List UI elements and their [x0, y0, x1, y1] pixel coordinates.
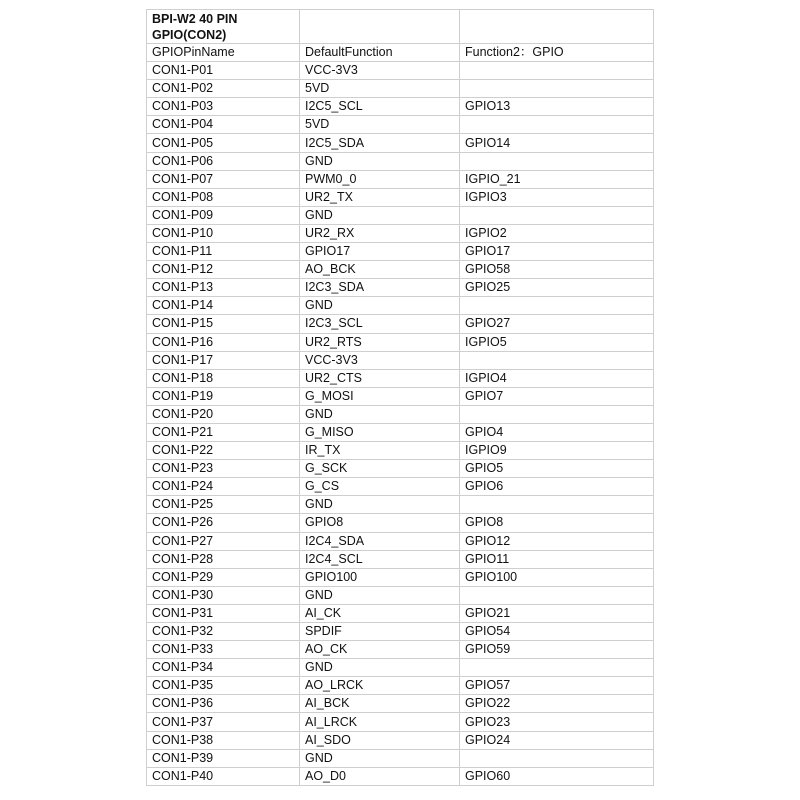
pin-name-cell: CON1-P22 — [147, 442, 300, 460]
table-row — [147, 405, 654, 423]
table-row — [147, 514, 654, 532]
gpio-function-cell: GPIO60 — [460, 767, 654, 785]
pin-name-cell: CON1-P06 — [147, 152, 300, 170]
default-function-cell: PWM0_0 — [300, 170, 460, 188]
pin-name-cell: CON1-P03 — [147, 98, 300, 116]
default-function-cell: GND — [300, 405, 460, 423]
gpio-function-cell: GPIO58 — [460, 261, 654, 279]
pin-name-cell: CON1-P32 — [147, 623, 300, 641]
table-row — [147, 478, 654, 496]
default-function-cell: GND — [300, 206, 460, 224]
gpio-function-cell — [460, 659, 654, 677]
pin-name-cell: CON1-P08 — [147, 188, 300, 206]
pin-name-cell: CON1-P14 — [147, 297, 300, 315]
default-function-cell: GPIO8 — [300, 514, 460, 532]
table-row — [147, 586, 654, 604]
pin-name-cell: CON1-P11 — [147, 243, 300, 261]
pin-name-cell: CON1-P16 — [147, 333, 300, 351]
table-row — [147, 442, 654, 460]
pin-name-cell: CON1-P05 — [147, 134, 300, 152]
table-row — [147, 206, 654, 224]
default-function-cell: GND — [300, 297, 460, 315]
table-row — [147, 369, 654, 387]
default-function-cell: I2C3_SCL — [300, 315, 460, 333]
table-row — [147, 767, 654, 785]
pin-name-cell: CON1-P10 — [147, 224, 300, 242]
default-function-cell: GND — [300, 496, 460, 514]
default-function-cell: VCC-3V3 — [300, 62, 460, 80]
pin-name-cell: CON1-P24 — [147, 478, 300, 496]
table-row — [147, 351, 654, 369]
table-row — [147, 604, 654, 622]
gpio-function-cell: GPIO4 — [460, 423, 654, 441]
table-row — [147, 550, 654, 568]
gpio-function-cell: IGPIO3 — [460, 188, 654, 206]
header-row — [147, 44, 654, 62]
table-row — [147, 460, 654, 478]
table-row — [147, 568, 654, 586]
gpio-function-cell — [460, 496, 654, 514]
table-row — [147, 532, 654, 550]
table-row — [147, 659, 654, 677]
pin-name-cell: CON1-P21 — [147, 423, 300, 441]
table-row — [147, 695, 654, 713]
column-header-function2-gpio: Function2：GPIO — [460, 44, 654, 62]
pin-name-cell: CON1-P39 — [147, 749, 300, 767]
gpio-function-cell: GPIO57 — [460, 677, 654, 695]
default-function-cell: I2C4_SDA — [300, 532, 460, 550]
gpio-function-cell — [460, 152, 654, 170]
default-function-cell: GPIO17 — [300, 243, 460, 261]
gpio-function-cell: GPIO100 — [460, 568, 654, 586]
table-row — [147, 261, 654, 279]
pin-name-cell: CON1-P18 — [147, 369, 300, 387]
default-function-cell: AI_CK — [300, 604, 460, 622]
pin-name-cell: CON1-P25 — [147, 496, 300, 514]
pin-name-cell: CON1-P38 — [147, 731, 300, 749]
gpio-function-cell — [460, 586, 654, 604]
default-function-cell: UR2_TX — [300, 188, 460, 206]
gpio-function-cell: GPIO7 — [460, 387, 654, 405]
title-row — [147, 10, 654, 44]
default-function-cell: AO_D0 — [300, 767, 460, 785]
pin-name-cell: CON1-P27 — [147, 532, 300, 550]
gpio-function-cell: GPIO14 — [460, 134, 654, 152]
pin-name-cell: CON1-P20 — [147, 405, 300, 423]
table-row — [147, 315, 654, 333]
gpio-pin-table-body — [147, 10, 654, 786]
table-row — [147, 243, 654, 261]
default-function-cell: GND — [300, 749, 460, 767]
table-row — [147, 713, 654, 731]
pin-name-cell: CON1-P09 — [147, 206, 300, 224]
pin-name-cell: CON1-P02 — [147, 80, 300, 98]
gpio-function-cell — [460, 62, 654, 80]
default-function-cell: UR2_RX — [300, 224, 460, 242]
table-row — [147, 641, 654, 659]
pin-name-cell: CON1-P01 — [147, 62, 300, 80]
gpio-function-cell: GPIO21 — [460, 604, 654, 622]
default-function-cell: AO_LRCK — [300, 677, 460, 695]
gpio-function-cell: IGPIO_21 — [460, 170, 654, 188]
table-title-cell — [147, 10, 300, 44]
gpio-function-cell: GPIO8 — [460, 514, 654, 532]
title-row-empty-cell — [460, 10, 654, 44]
gpio-function-cell: GPIO27 — [460, 315, 654, 333]
default-function-cell: IR_TX — [300, 442, 460, 460]
gpio-function-cell: IGPIO2 — [460, 224, 654, 242]
gpio-function-cell — [460, 297, 654, 315]
gpio-function-cell — [460, 749, 654, 767]
table-row — [147, 297, 654, 315]
gpio-function-cell: GPIO59 — [460, 641, 654, 659]
table-row — [147, 731, 654, 749]
default-function-cell: G_CS — [300, 478, 460, 496]
pin-name-cell: CON1-P37 — [147, 713, 300, 731]
pin-name-cell: CON1-P35 — [147, 677, 300, 695]
gpio-function-cell: GPIO13 — [460, 98, 654, 116]
table-row — [147, 279, 654, 297]
gpio-function-cell: GPIO5 — [460, 460, 654, 478]
table-row — [147, 333, 654, 351]
table-row — [147, 677, 654, 695]
default-function-cell: GND — [300, 659, 460, 677]
gpio-function-cell — [460, 80, 654, 98]
gpio-function-cell — [460, 206, 654, 224]
table-row — [147, 224, 654, 242]
table-row — [147, 423, 654, 441]
default-function-cell: G_SCK — [300, 460, 460, 478]
gpio-function-cell: IGPIO4 — [460, 369, 654, 387]
gpio-pin-table — [146, 9, 654, 786]
default-function-cell: AI_BCK — [300, 695, 460, 713]
gpio-function-cell: GPIO25 — [460, 279, 654, 297]
default-function-cell: I2C4_SCL — [300, 550, 460, 568]
table-row — [147, 134, 654, 152]
default-function-cell: UR2_CTS — [300, 369, 460, 387]
gpio-function-cell — [460, 351, 654, 369]
pin-name-cell: CON1-P12 — [147, 261, 300, 279]
pin-name-cell: CON1-P23 — [147, 460, 300, 478]
gpio-function-cell: GPIO17 — [460, 243, 654, 261]
gpio-function-cell: GPIO54 — [460, 623, 654, 641]
default-function-cell: 5VD — [300, 116, 460, 134]
pin-name-cell: CON1-P29 — [147, 568, 300, 586]
table-row — [147, 170, 654, 188]
table-row — [147, 496, 654, 514]
default-function-cell: UR2_RTS — [300, 333, 460, 351]
default-function-cell: GND — [300, 586, 460, 604]
table-row — [147, 749, 654, 767]
default-function-cell: G_MOSI — [300, 387, 460, 405]
default-function-cell: AI_LRCK — [300, 713, 460, 731]
gpio-function-cell: GPIO24 — [460, 731, 654, 749]
pin-name-cell: CON1-P30 — [147, 586, 300, 604]
gpio-function-cell: IGPIO9 — [460, 442, 654, 460]
pin-name-cell: CON1-P31 — [147, 604, 300, 622]
pin-name-cell: CON1-P15 — [147, 315, 300, 333]
default-function-cell: AO_BCK — [300, 261, 460, 279]
column-header-pin-name: GPIOPinName — [147, 44, 300, 62]
gpio-function-cell — [460, 405, 654, 423]
pin-name-cell: CON1-P36 — [147, 695, 300, 713]
table-row — [147, 623, 654, 641]
gpio-function-cell — [460, 116, 654, 134]
pin-name-cell: CON1-P13 — [147, 279, 300, 297]
default-function-cell: GND — [300, 152, 460, 170]
pin-name-cell: CON1-P17 — [147, 351, 300, 369]
pin-name-cell: CON1-P26 — [147, 514, 300, 532]
default-function-cell: I2C5_SCL — [300, 98, 460, 116]
gpio-function-cell: GPIO6 — [460, 478, 654, 496]
gpio-function-cell: GPIO23 — [460, 713, 654, 731]
table-row — [147, 387, 654, 405]
column-header-default-function: DefaultFunction — [300, 44, 460, 62]
pin-name-cell: CON1-P34 — [147, 659, 300, 677]
default-function-cell: G_MISO — [300, 423, 460, 441]
table-row — [147, 116, 654, 134]
table-row — [147, 98, 654, 116]
pin-name-cell: CON1-P33 — [147, 641, 300, 659]
pin-name-cell: CON1-P07 — [147, 170, 300, 188]
default-function-cell: GPIO100 — [300, 568, 460, 586]
pin-name-cell: CON1-P19 — [147, 387, 300, 405]
pin-name-cell: CON1-P40 — [147, 767, 300, 785]
default-function-cell: 5VD — [300, 80, 460, 98]
table-row — [147, 188, 654, 206]
gpio-function-cell: GPIO12 — [460, 532, 654, 550]
pin-name-cell: CON1-P28 — [147, 550, 300, 568]
table-title-line-1: BPI-W2 40 PIN — [152, 11, 238, 26]
table-row — [147, 80, 654, 98]
default-function-cell: I2C3_SDA — [300, 279, 460, 297]
gpio-function-cell: IGPIO5 — [460, 333, 654, 351]
gpio-function-cell: GPIO11 — [460, 550, 654, 568]
default-function-cell: VCC-3V3 — [300, 351, 460, 369]
default-function-cell: AI_SDO — [300, 731, 460, 749]
default-function-cell: SPDIF — [300, 623, 460, 641]
table-row — [147, 152, 654, 170]
default-function-cell: I2C5_SDA — [300, 134, 460, 152]
default-function-cell: AO_CK — [300, 641, 460, 659]
table-title-line-2: GPIO(CON2) — [152, 27, 227, 42]
table-row — [147, 62, 654, 80]
title-row-empty-cell — [300, 10, 460, 44]
gpio-function-cell: GPIO22 — [460, 695, 654, 713]
pin-name-cell: CON1-P04 — [147, 116, 300, 134]
